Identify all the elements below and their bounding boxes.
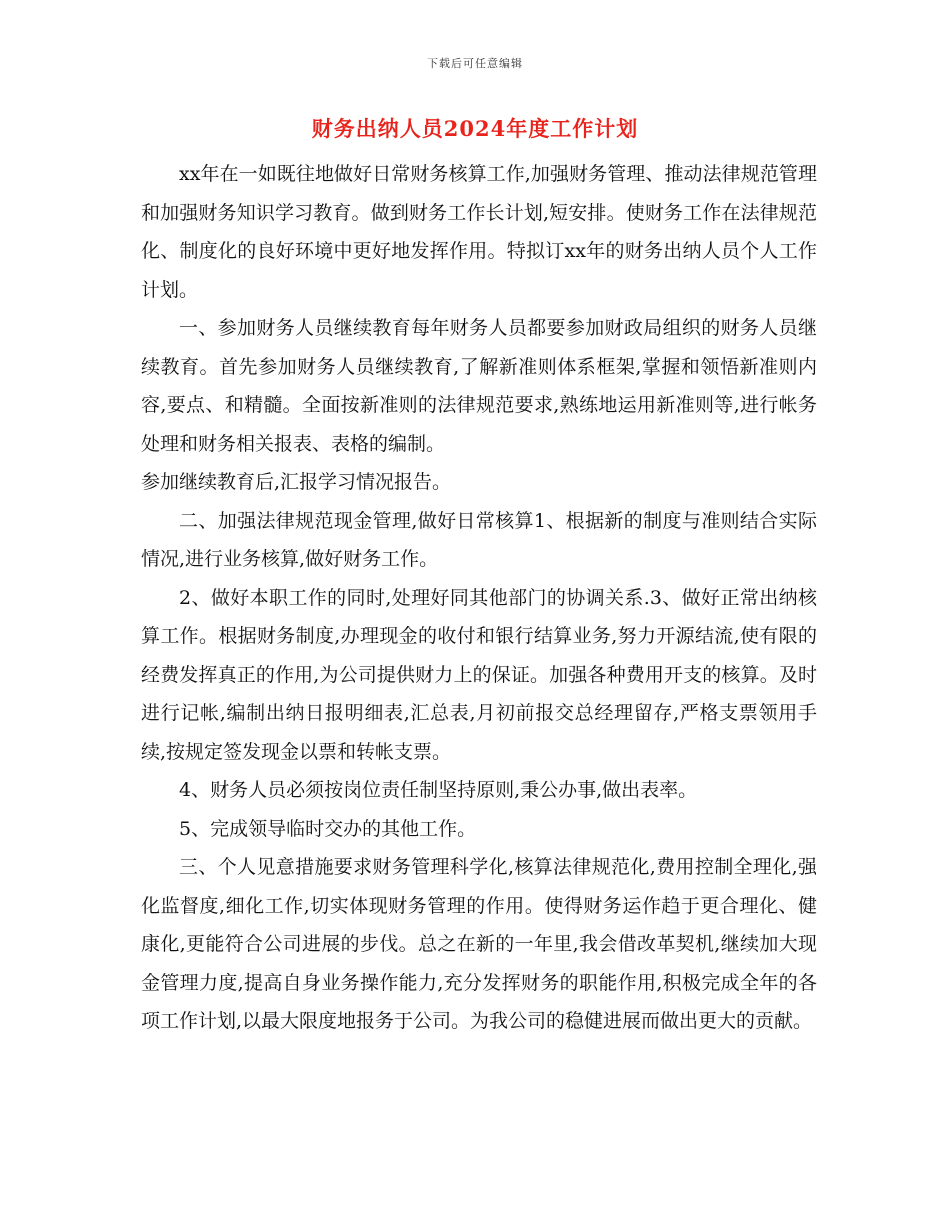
document-title: 财务出纳人员2024年度工作计划 (311, 116, 639, 141)
header-note: 下载后可任意编辑 (427, 57, 523, 70)
paragraph-section-3: 三、个人见意措施要求财务管理科学化,核算法律规范化,费用控制全理化,强化监督度,细化工作,切实体现财务管理的作用。使得财务运作趋于更合理化、健康化,更能符合公司进展的步伐。总之在新的一年里,我会借改革契机,继续加大现金管理力度,提高自身业务操作能力,充分发挥财务的职能作用,积极完成全年的各项工作计划,以最大限度地报务于公司。为我公司的稳健进展而做出更大的贡献。 (141, 856, 817, 1032)
paragraph-section-2: 二、加强法律规范现金管理,做好日常核算1、根据新的制度与准则结合实际情况,进行业务核算,做好财务工作。 (141, 509, 817, 570)
paragraph-section-1: 一、参加财务人员继续教育每年财务人员都要参加财政局组织的财务人员继续教育。首先参加财务人员继续教育,了解新准则体系框架,掌握和领悟新准则内容,要点、和精髓。全面按新准则的法律规范要求,熟练地运用新准则等,进行帐务处理和财务相关报表、表格的编制。 (141, 317, 817, 455)
paragraph-section-1-end: 参加继续教育后,汇报学习情况报告。 (141, 471, 452, 493)
document-body (141, 155, 817, 1041)
paragraph-item-4: 4、财务人员必须按岗位责任制坚持原则,秉公办事,做出表率。 (179, 779, 698, 801)
paragraph-intro: xx年在一如既往地做好日常财务核算工作,加强财务管理、推动法律规范管理和加强财务知识学习教育。做到财务工作长计划,短安排。使财务工作在法律规范化、制度化的良好环境中更好地发挥作用。特拟订xx年的财务出纳人员个人工作计划。 (141, 163, 817, 301)
paragraph-item-5: 5、完成领导临时交办的其他工作。 (179, 817, 477, 840)
paragraph-item-2: 2、做好本职工作的同时,处理好同其他部门的协调关系.3、做好正常出纳核算工作。根据财务制度,办理现金的收付和银行结算业务,努力开源结流,使有限的经费发挥真正的作用,为公司提供财力上的保证。加强各种费用开支的核算。及时进行记帐,编制出纳日报明细表,汇总表,月初前报交总经理留存,严格支票领用手续,按规定签发现金以票和转帐支票。 (141, 586, 817, 763)
